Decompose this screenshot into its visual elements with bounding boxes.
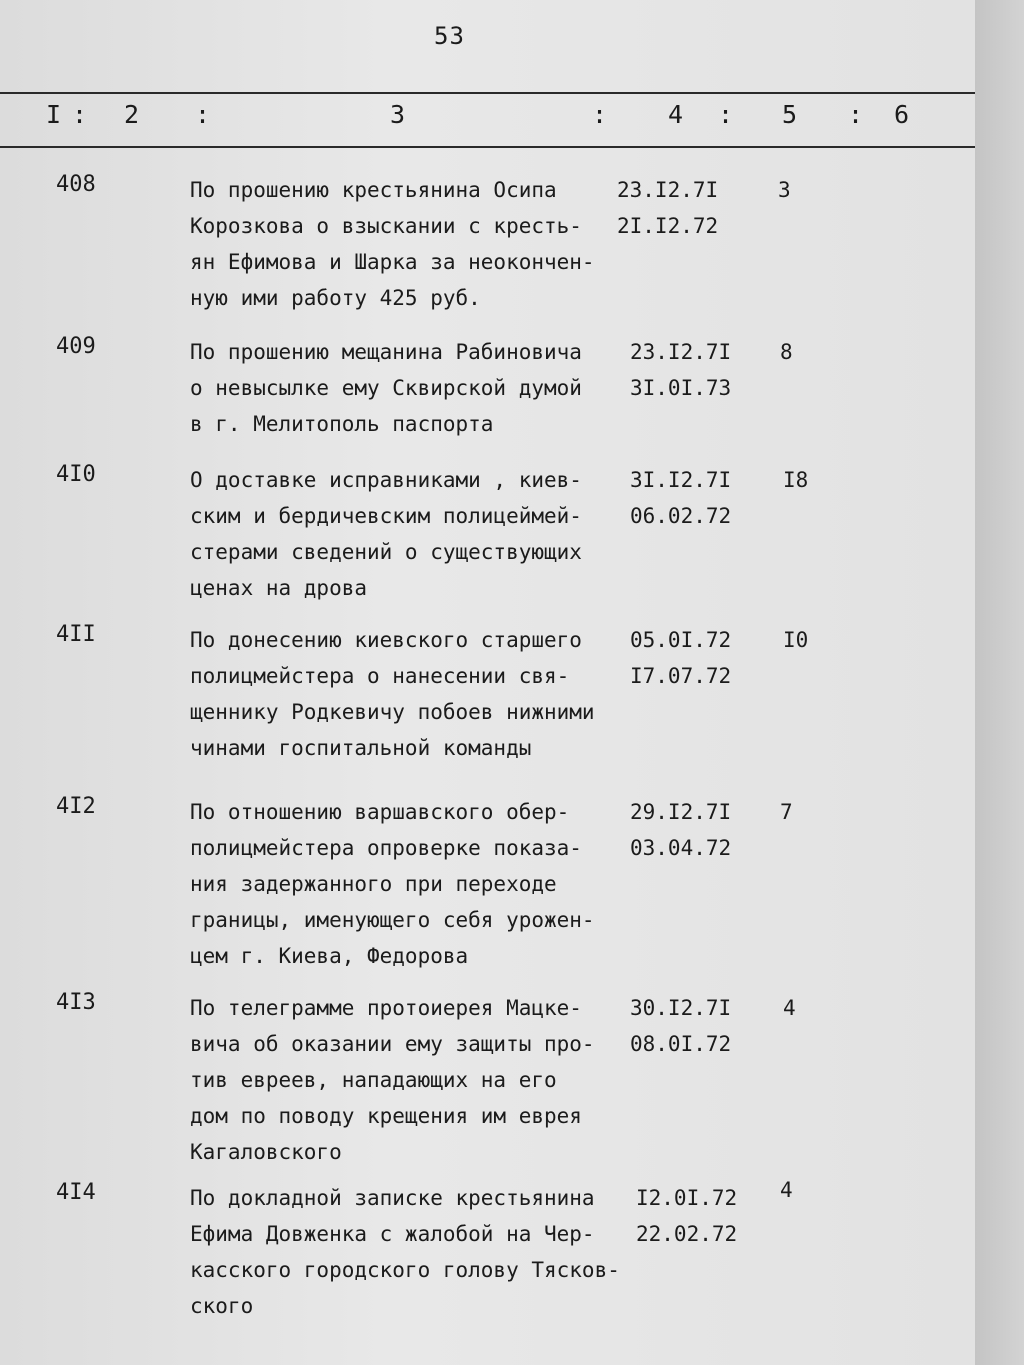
entry-sheet-count: I0 [783,628,809,652]
header-col-5: 5 [782,100,798,129]
entry-description [190,172,595,316]
entry-dates [630,462,731,534]
date-start: I2.0I.72 [636,1186,738,1210]
desc-line: ского [190,1294,254,1318]
desc-line: ную ими работу 425 руб. [190,286,481,310]
date-end: I7.07.72 [630,664,732,688]
desc-line: По отношению варшавского обер- [190,800,570,824]
desc-line: О доставке исправниками , киев- [190,468,582,492]
date-start: 23.I2.7I [630,340,732,364]
desc-line: Ефима Довженка с жалобой на Чер- [190,1222,595,1246]
header-col-1: I [46,100,62,129]
entry-sheet-count: 8 [780,340,793,364]
desc-line: вича об оказании ему защиты про- [190,1032,595,1056]
entry-dates [630,334,731,406]
desc-line: цем г. Киева, Федорова [190,944,469,968]
header-sep-5: : [848,100,864,129]
header-col-2: 2 [124,100,140,129]
entry-number: 4II [56,622,96,647]
desc-line: тив евреев, нападающих на его [190,1068,557,1092]
desc-line: границы, именующего себя урожен- [190,908,595,932]
desc-line: касского городского голову Тясков- [190,1258,620,1282]
date-end: 06.02.72 [630,504,732,528]
entry-sheet-count: 4 [783,996,796,1020]
header-col-3: 3 [390,100,406,129]
entry-sheet-count: 7 [780,800,793,824]
entry-description [190,622,595,766]
entry-number: 4I0 [56,462,96,487]
entry-number: 4I2 [56,794,96,819]
date-end: 2I.I2.72 [617,214,719,238]
desc-line: Кагаловского [190,1140,342,1164]
header-sep-1: : [72,100,88,129]
entry-sheet-count: 4 [780,1178,793,1202]
entry-description [190,990,595,1170]
date-end: 22.02.72 [636,1222,738,1246]
header-col-4: 4 [668,100,684,129]
page-edge-shadow [975,0,1024,1365]
entry-sheet-count: I8 [783,468,809,492]
entry-dates [630,794,731,866]
desc-line: щеннику Родкевичу побоев нижними [190,700,595,724]
desc-line: ния задержанного при переходе [190,872,557,896]
entry-description [190,1180,620,1324]
header-col-6: 6 [894,100,910,129]
desc-line: дом по поводу крещения им еврея [190,1104,582,1128]
desc-line: По телеграмме протоиерея Мацке- [190,996,582,1020]
date-end: 3I.0I.73 [630,376,732,400]
desc-line: ским и бердичевским полицеймей- [190,504,582,528]
desc-line: полицмейстера опроверке показа- [190,836,582,860]
desc-line: о невысылке ему Сквирской думой [190,376,582,400]
header-bottom-rule [0,146,975,148]
entry-dates [630,990,731,1062]
entry-dates [636,1180,737,1252]
date-start: 30.I2.7I [630,996,732,1020]
entry-number: 4I3 [56,990,96,1015]
entry-number: 408 [56,172,96,197]
desc-line: По прошению крестьянина Осипа [190,178,557,202]
date-start: 05.0I.72 [630,628,732,652]
page-number: 53 [434,22,465,50]
desc-line: стерами сведений о существующих [190,540,582,564]
header-top-rule [0,92,975,94]
entry-number: 4I4 [56,1180,96,1205]
header-sep-2: : [195,100,211,129]
desc-line: ян Ефимова и Шарка за неокончен- [190,250,595,274]
entry-sheet-count: 3 [778,178,791,202]
desc-line: По прошению мещанина Рабиновича [190,340,582,364]
date-end: 03.04.72 [630,836,732,860]
date-end: 08.0I.72 [630,1032,732,1056]
date-start: 23.I2.7I [617,178,719,202]
date-start: 3I.I2.7I [630,468,732,492]
desc-line: По донесению киевского старшего [190,628,582,652]
entry-dates [630,622,731,694]
header-sep-4: : [718,100,734,129]
desc-line: По докладной записке крестьянина [190,1186,595,1210]
desc-line: полицмейстера о нанесении свя- [190,664,570,688]
desc-line: в г. Мелитополь паспорта [190,412,494,436]
desc-line: ценах на дрова [190,576,368,600]
entry-description [190,462,582,606]
entry-number: 409 [56,334,96,359]
entry-description [190,334,582,442]
desc-line: Корозкова о взыскании с кресть- [190,214,582,238]
entry-description [190,794,595,974]
entry-dates [617,172,718,244]
desc-line: чинами госпитальной команды [190,736,532,760]
header-sep-3: : [592,100,608,129]
date-start: 29.I2.7I [630,800,732,824]
